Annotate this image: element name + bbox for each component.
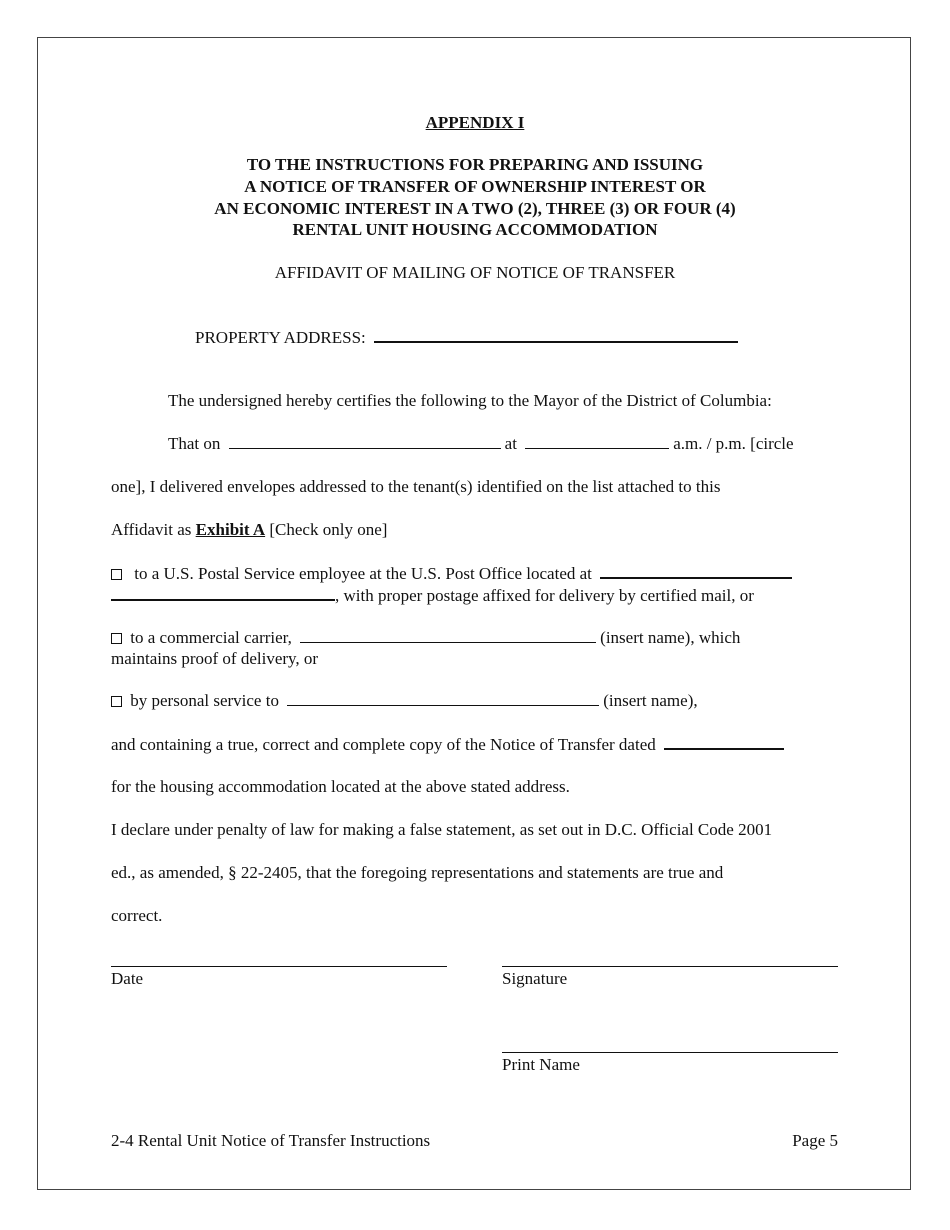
containing-text: and containing a true, correct and complete copy of the Notice of Transfer dated <box>111 735 656 754</box>
print-name-line[interactable] <box>502 1052 838 1053</box>
date-label: Date <box>111 969 144 988</box>
property-address-field[interactable] <box>374 327 738 343</box>
signature-line[interactable] <box>502 966 838 967</box>
housing-text: for the housing accommodation located at the above stated address. <box>111 777 570 796</box>
heading-line-2: A NOTICE OF TRANSFER OF OWNERSHIP INTEREST OR <box>244 177 706 196</box>
personal-option-text: by personal service to <box>130 691 279 710</box>
delivered-text: one], I delivered envelopes addressed to the tenant(s) identified on the list attached to this <box>111 477 721 496</box>
that-on-label: That on <box>168 434 221 453</box>
heading-line-3: AN ECONOMIC INTEREST IN A TWO (2), THREE (3) OR FOUR (4) <box>214 199 736 218</box>
personal-option-row <box>111 691 698 711</box>
signature-label: Signature <box>502 969 568 988</box>
heading-line-4: RENTAL UNIT HOUSING ACCOMMODATION <box>292 220 658 239</box>
carrier-proof-text: maintains proof of delivery, or <box>111 649 319 668</box>
postal-option-text: to a U.S. Postal Service employee at the U.S. Post Office located at <box>134 564 592 583</box>
delivery-time-field[interactable] <box>525 434 669 449</box>
heading-line-1: TO THE INSTRUCTIONS FOR PREPARING AND ISSUING <box>246 155 704 174</box>
property-address-row <box>195 327 738 348</box>
date-time-row <box>168 434 794 454</box>
postal-checkbox[interactable] <box>111 569 122 580</box>
postal-option-text-2: , with proper postage affixed for delivery by certified mail, or <box>335 586 754 605</box>
post-office-location-field[interactable] <box>600 563 792 579</box>
carrier-checkbox[interactable] <box>111 633 122 644</box>
containing-row <box>111 734 784 755</box>
print-name-label: Print Name <box>502 1055 580 1074</box>
personal-name-field[interactable] <box>287 691 599 706</box>
declare-line-2: ed., as amended, § 22-2405, that the foregoing representations and statements are true and <box>111 863 724 882</box>
personal-checkbox[interactable] <box>111 696 122 707</box>
date-signature-line[interactable] <box>111 966 447 967</box>
carrier-name-field[interactable] <box>300 628 596 643</box>
at-label: at <box>504 434 517 453</box>
post-office-location-field-2[interactable] <box>111 585 335 601</box>
personal-insert-name: (insert name), <box>603 691 698 710</box>
declare-line-3: correct. <box>111 906 163 925</box>
property-address-label: PROPERTY ADDRESS: <box>195 328 366 347</box>
postal-option-row <box>111 563 792 584</box>
carrier-insert-name: (insert name), which <box>600 628 741 647</box>
exhibit-row <box>111 520 387 540</box>
delivery-date-field[interactable] <box>229 434 501 449</box>
affidavit-subtitle: AFFIDAVIT OF MAILING OF NOTICE OF TRANSFER <box>274 263 676 282</box>
page-number: Page 5 <box>792 1131 838 1150</box>
ampm-label: a.m. / p.m. [circle <box>673 434 794 453</box>
exhibit-a-label: Exhibit A <box>195 520 266 539</box>
appendix-title: APPENDIX I <box>425 113 525 132</box>
affidavit-as-label: Affidavit as <box>111 520 192 539</box>
declare-line-1: I declare under penalty of law for making a false statement, as set out in D.C. Official Code 2001 <box>111 820 773 839</box>
carrier-option-row <box>111 628 740 648</box>
check-only-label: [Check only one] <box>269 520 388 539</box>
notice-date-field[interactable] <box>664 734 784 750</box>
footer-title: 2-4 Rental Unit Notice of Transfer Instructions <box>111 1131 431 1150</box>
carrier-option-text: to a commercial carrier, <box>130 628 292 647</box>
postal-option-row-2 <box>111 585 754 606</box>
certify-text: The undersigned hereby certifies the following to the Mayor of the District of Columbia: <box>168 391 772 410</box>
